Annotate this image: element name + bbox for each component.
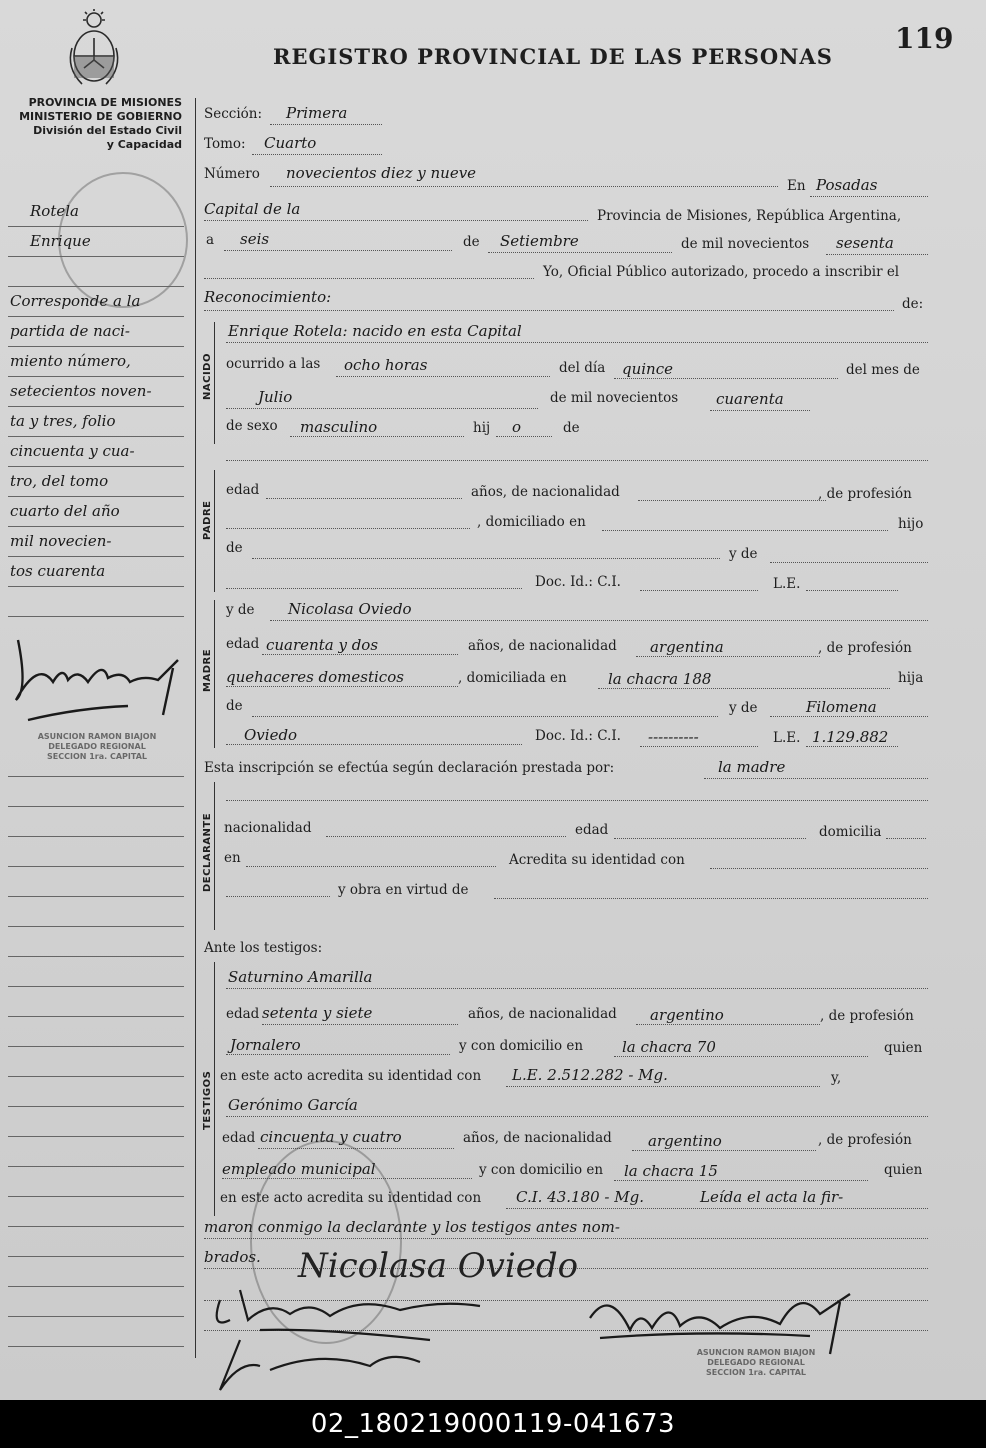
org-line-province: PROVINCIA DE MISIONES [28,96,182,109]
testigo2-nombre: Gerónimo García [228,1096,358,1114]
form-left-border [195,98,196,1358]
domiciliado-label: , domiciliado en [477,514,586,530]
testigo1-nacionalidad: argentino [650,1006,724,1024]
ocurrido-label: ocurrido a las [226,356,321,372]
document-title: REGISTRO PROVINCIAL DE LAS PERSONAS [273,44,833,69]
padre-anios-label: años, de nacionalidad [471,484,620,500]
padre-edad-label: edad [226,482,260,498]
del-dia-label: del día [559,360,606,376]
margin-note-line: ta y tres, folio [10,412,116,430]
de-label: de [463,234,480,250]
padre-le-label: L.E. [773,576,801,592]
del-mes-label: del mes de [846,362,920,378]
numero-label: Número [204,166,260,182]
padre-y-de-label: y de [729,546,758,562]
madre-edad-label: edad [226,636,260,652]
madre-domicilio-value: la chacra 188 [608,670,712,688]
margin-note-line: mil novecien- [10,532,112,550]
testigos-section-label: TESTIGOS [202,1070,213,1130]
t1-profesion-label: , de profesión [820,1008,914,1024]
capital-value: Capital de la [204,200,301,218]
de-end-label: de: [902,296,924,312]
margin-note-line: tos cuarenta [10,562,106,580]
declarante-section-label: DECLARANTE [202,812,213,892]
org-line-division: División del Estado Civil [33,124,182,137]
seccion-value: Primera [286,104,348,122]
madre-nacionalidad-value: argentina [650,638,724,656]
declarante-acredita-label: Acredita su identidad con [509,852,685,868]
org-line-capacity: y Capacidad [106,138,182,151]
padre-doc-label: Doc. Id.: C.I. [535,574,621,590]
sexo-value: masculino [300,418,378,436]
org-block [10,96,182,152]
testigo2-domicilio: la chacra 15 [624,1162,718,1180]
margin-note-line: Rotela [30,202,79,220]
t2-anios-label: años, de nacionalidad [463,1130,612,1146]
t2-acredita-label: en este acto acredita su identidad con [220,1190,482,1206]
declarante-edad-label: edad [575,822,609,838]
madre-signature: Nicolasa Oviedo [298,1246,579,1286]
t1-quien-label: quien [884,1040,923,1056]
hij-label: hij [473,420,491,436]
nacido-anio-value: cuarenta [716,390,784,408]
hijo-label: hijo [898,516,924,532]
madre-y-de2-label: y de [729,700,758,716]
margin-note-line: setecientos noven- [10,382,152,400]
archive-code-bar: 02_180219000119-041673 [0,1400,986,1448]
stamp-line: ASUNCION RAMON BIAJON [37,732,157,741]
anio-value: sesenta [836,234,894,252]
t1-anios-label: años, de nacionalidad [468,1006,617,1022]
ante-label: Ante los testigos: [204,940,323,956]
madre-doc-label: Doc. Id.: C.I. [535,728,621,744]
madre-anios-label: años, de nacionalidad [468,638,617,654]
margin-note-line: partida de naci- [10,322,130,340]
seccion-label: Sección: [204,106,263,122]
obra-label: y obra en virtud de [338,882,469,898]
acto-value: Reconocimiento: [204,288,332,306]
madre-le-value: 1.129.882 [812,728,889,746]
dia-value: seis [240,230,270,248]
testigo2-profesion: empleado municipal [222,1160,376,1178]
stamp-line: SECCION 1ra. CAPITAL [706,1368,806,1377]
testigo2-nacionalidad: argentino [648,1132,722,1150]
stamp-line: DELEGADO REGIONAL [707,1358,805,1367]
nacido-nombre-value: Enrique Rotela: nacido en esta Capital [228,322,522,340]
t1-edad-label: edad [226,1006,260,1022]
madre-ci-value: ---------- [648,728,699,746]
padre-profesion-label: , de profesión [818,486,912,502]
testigo1-profesion: Jornalero [230,1036,301,1054]
leida-line-2: maron conmigo la declarante y los testigos antes nom- [204,1218,620,1236]
en-label: En [787,178,806,194]
t2-domicilio-label: y con domicilio en [479,1162,604,1178]
t2-quien-label: quien [884,1162,923,1178]
madre-de-value: Filomena [806,698,877,716]
nacido-section-label: NACIDO [202,353,213,400]
madre-profesion-label: , de profesión [818,640,912,656]
a-label: a [206,232,215,248]
testigo1-edad: setenta y siete [262,1004,373,1022]
madre-apellido-value: Oviedo [244,726,298,744]
anio-prefix: de mil novecientos [681,236,810,252]
margin-note-line: cuarto del año [10,502,120,520]
madre-edad-value: cuarenta y dos [266,636,379,654]
t2-edad-label: edad [222,1130,256,1146]
declarante-nacionalidad-label: nacionalidad [224,820,312,836]
t1-acredita-label: en este acto acredita su identidad con [220,1068,482,1084]
testigo1-documento: L.E. 2.512.282 - Mg. [512,1066,668,1084]
leida-line-3: brados. [204,1248,261,1266]
margin-note-line: miento número, [10,352,131,370]
testigo1-domicilio: la chacra 70 [622,1038,716,1056]
madre-le-label: L.E. [773,730,801,746]
tomo-value: Cuarto [264,134,317,152]
nacido-de-label: de [563,420,580,436]
margin-official-stamp [8,732,186,762]
margin-note-line: Enrique [30,232,91,250]
stamp-line: DELEGADO REGIONAL [48,742,146,751]
testigo2-documento: C.I. 43.180 - Mg. [516,1188,644,1206]
numero-value: novecientos diez y nueve [286,164,477,182]
madre-profesion-value: quehaceres domesticos [226,668,404,686]
margin-note-line: cincuenta y cua- [10,442,135,460]
en-value: Posadas [816,176,878,194]
domiciliada-label: , domiciliada en [458,670,567,686]
padre-section-label: PADRE [202,500,213,540]
margin-note-line: Corresponde a la [10,292,141,310]
nacido-dia-value: quince [622,360,673,378]
stamp-line: SECCION 1ra. CAPITAL [47,752,147,761]
padre-de-label: de [226,540,243,556]
madre-de-label: de [226,698,243,714]
leida-text: Leída el acta la fir- [700,1188,844,1206]
coat-of-arms-icon [62,8,126,92]
madre-y-de-label: y de [226,602,255,618]
madre-nombre-value: Nicolasa Oviedo [288,600,412,618]
t1-domicilio-label: y con domicilio en [459,1038,584,1054]
stamp-line: ASUNCION RAMON BIAJON [696,1348,816,1357]
folio-number: 119 [895,22,954,55]
testigo2-edad: cincuenta y cuatro [260,1128,402,1146]
sexo-label: de sexo [226,418,278,434]
testigo1-nombre: Saturnino Amarilla [228,968,373,986]
margin-signature [8,620,186,730]
inscripcion-value: la madre [718,758,786,776]
official-stamp-bottom [656,1348,856,1378]
t1-y-label: y, [831,1070,842,1086]
t2-profesion-label: , de profesión [818,1132,912,1148]
hij-value: o [512,418,522,436]
mes-value: Setiembre [500,232,579,250]
org-line-ministry: MINISTERIO DE GOBIERNO [19,110,182,123]
margin-note-line: tro, del tomo [10,472,109,490]
inscripcion-label: Esta inscripción se efectúa según declaración prestada por: [204,760,615,776]
declarante-domicilio-label: domicilia [819,824,882,840]
hora-value: ocho horas [344,356,428,374]
nacido-mes-value: Julio [258,388,293,406]
witness-signatures [200,1270,500,1410]
madre-section-label: MADRE [202,648,213,692]
mil-label: de mil novecientos [550,390,679,406]
tomo-label: Tomo: [204,136,246,152]
declarante-en-label: en [224,850,241,866]
hija-label: hija [898,670,924,686]
oficial-text: Yo, Oficial Público autorizado, procedo a inscribir el [543,264,900,280]
provincia-text: Provincia de Misiones, República Argentina, [597,208,902,224]
